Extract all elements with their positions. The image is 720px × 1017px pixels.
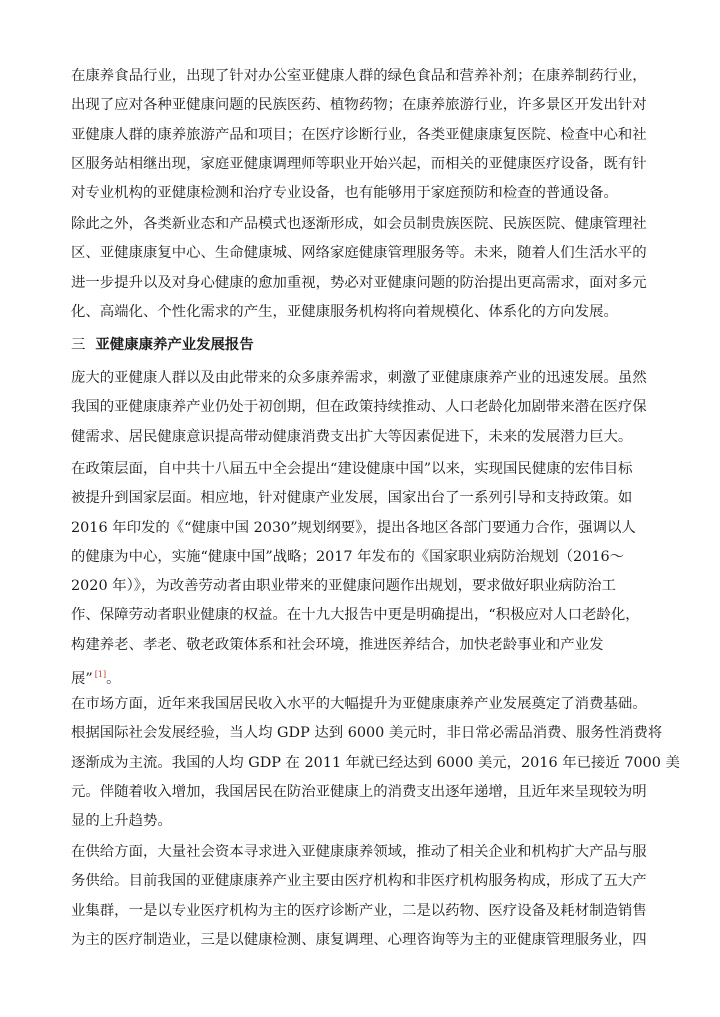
text-line: 进一步提升以及对身心健康的愈加重视，势必对亚健康问题的防治提出更高需求，面对多元 — [71, 274, 647, 291]
text-line: 显的上升趋势。 — [71, 813, 172, 830]
text-line: 2020 年）》，为改善劳动者由职业带来的亚健康问题作出规划，要求做好职业病防治工 — [71, 578, 616, 595]
text-line: 构建养老、孝老、敬老政策体系和社会环境，推进医养结合，加快老龄事业和产业发 — [71, 636, 604, 653]
paragraph-policy — [71, 455, 655, 689]
text-line: 区服务站相继出现，家庭亚健康调理师等职业开始兴起，而相关的亚健康医疗设备，既有针 — [71, 155, 647, 172]
text-fragment: 展” — [71, 670, 93, 687]
text-line: 在市场方面，近年来我国居民收入水平的大幅提升为亚健康康养产业发展奠定了消费基础。 — [71, 696, 647, 712]
text-line: 庞大的亚健康人群以及由此带来的众多康养需求，刺激了亚健康康养产业的迅速发展。虽然 — [71, 370, 647, 386]
paragraph-market — [71, 690, 680, 836]
text-line: 2016 年印发的《“健康中国 2030”规划纲要》，提出各地区各部门要通力合作，强调以人 — [71, 519, 636, 536]
text-line: 元。伴随着收入增加，我国居民在防治亚健康上的消费支出逐年递增，且近年来呈现较为明 — [71, 783, 647, 800]
text-line: 我国的亚健康康养产业仍处于初创期，但在政策持续推动、人口老龄化加剧带来潜在医疗保 — [71, 399, 647, 416]
paragraph-new-business-models — [71, 210, 655, 327]
section-title: 亚健康康养产业发展报告 — [95, 336, 254, 353]
text-line: 在康养食品行业，出现了针对办公室亚健康人群的绿色食品和营养补剂；在康养制药行业， — [71, 68, 647, 84]
paragraph-market-overview — [71, 364, 655, 452]
text-line: 被提升到国家层面。相应地，针对健康产业发展，国家出台了一系列引导和支持政策。如 — [71, 490, 633, 507]
text-line: 务供给。目前我国的亚健康康养产业主要由医疗机构和非医疗机构服务构成，形成了五大产 — [71, 873, 647, 890]
text-line: 除此之外，各类新业态和产品模式也逐渐形成，如会员制贵族医院、民族医院、健康管理社 — [71, 216, 647, 232]
text-line — [71, 660, 655, 689]
text-line: 健需求、居民健康意识提高带动健康消费支出扩大等因素促进下，未来的发展潜力巨大。 — [71, 428, 633, 445]
text-line: 为主的医疗制造业，三是以健康检测、康复调理、心理咨询等为主的亚健康管理服务业，四 — [71, 931, 647, 948]
text-line: 出现了应对各种亚健康问题的民族医药、植物药物；在康养旅游行业，许多景区开发出针对 — [71, 97, 647, 114]
text-line: 逐渐成为主流。我国的人均 GDP 在 2011 年就已经达到 6000 美元，2016 年已接近 7000 美 — [71, 754, 680, 771]
text-line: 业集群，一是以专业医疗机构为主的医疗诊断产业，二是以药物、医疗设备及耗材制造销售 — [71, 902, 647, 919]
paragraph-supply — [71, 838, 655, 955]
paragraph-industry-products — [71, 62, 655, 208]
citation-link[interactable]: [1] — [94, 670, 107, 680]
section-number: 三 — [71, 337, 86, 353]
text-line: 根据国际社会发展经验，当人均 GDP 达到 6000 美元时，非日常必需品消费、服务性消费将 — [71, 725, 663, 742]
text-fragment: 。 — [106, 670, 121, 687]
text-line: 区、亚健康康复中心、生命健康城、网络家庭健康管理服务等。未来，随着人们生活水平的 — [71, 245, 647, 262]
text-line: 的健康为中心，实施“健康中国”战略；2017 年发布的《国家职业病防治规划（2016～ — [71, 548, 625, 565]
text-line: 对专业机构的亚健康检测和治疗专业设备，也有能够用于家庭预防和检查的普通设备。 — [71, 185, 618, 202]
text-line: 化、高端化、个性化需求的产生，亚健康服务机构将向着规模化、体系化的方向发展。 — [71, 303, 618, 320]
text-line: 在供给方面，大量社会资本寻求进入亚健康康养领域，推动了相关企业和机构扩大产品与服 — [71, 844, 647, 860]
text-line: 作、保障劳动者职业健康的权益。在十九大报告中更是明确提出，“积极应对人口老龄化， — [71, 607, 640, 624]
section-heading — [71, 330, 254, 360]
text-line: 亚健康人群的康养旅游产品和项目；在医疗诊断行业，各类亚健康康复医院、检查中心和社 — [71, 126, 647, 143]
text-line: 在政策层面，自中共十八届五中全会提出“建设健康中国”以来，实现国民健康的宏伟目标 — [71, 461, 633, 477]
